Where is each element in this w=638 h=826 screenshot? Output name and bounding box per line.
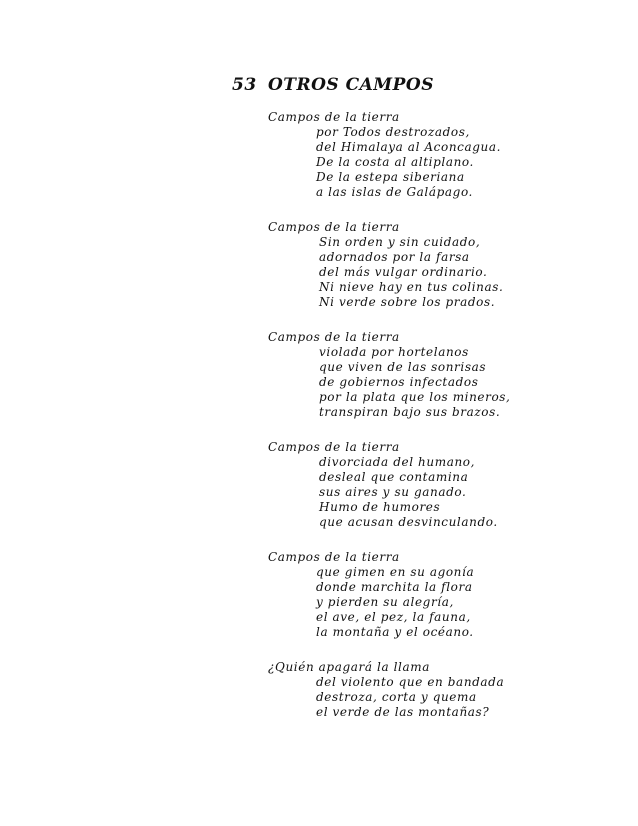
stanza-line: transpiran bajo sus brazos. [319,405,501,419]
stanza-line: Humo de humores [319,500,441,514]
stanza-line: Ni nieve hay en tus colinas. [319,280,504,294]
stanza-line: Campos de la tierra [268,550,400,564]
stanza-line: ¿Quién apagará la llama [268,660,430,674]
stanza-line: el ave, el pez, la fauna, [316,610,471,624]
poem-body [268,110,598,740]
stanza-line: violada por hortelanos [319,345,469,359]
stanza-2 [268,220,598,310]
stanza-line: del más vulgar ordinario. [319,265,488,279]
stanza-line: De la costa al altiplano. [316,155,474,169]
stanza-line: por la plata que los mineros, [319,390,511,404]
stanza-line: que viven de las sonrisas [319,360,487,374]
stanza-line: Sin orden y sin cuidado, [319,235,481,249]
poem-heading [232,75,434,95]
stanza-line: Campos de la tierra [268,330,400,344]
stanza-1 [268,110,598,200]
stanza-line: del violento que en bandada [316,675,505,689]
poem-number: 53 [232,75,257,95]
stanza-line: De la estepa siberiana [316,170,465,184]
stanza-line: destroza, corta y quema [316,690,477,704]
stanza-line: Campos de la tierra [268,110,400,124]
stanza-4 [268,440,598,530]
stanza-line: adornados por la farsa [319,250,470,264]
stanza-line: desleal que contamina [319,470,469,484]
stanza-line: que acusan desvinculando. [319,515,498,529]
stanza-line: sus aires y su ganado. [319,485,467,499]
stanza-line: del Himalaya al Aconcagua. [316,140,502,154]
stanza-line: Ni verde sobre los prados. [319,295,496,309]
stanza-line: el verde de las montañas? [316,705,490,719]
stanza-line: la montaña y el océano. [316,625,474,639]
poem-title: OTROS CAMPOS [268,75,434,95]
stanza-line: por Todos destrozados, [316,125,470,139]
stanza-line: divorciada del humano, [319,455,476,469]
stanza-line: de gobiernos infectados [319,375,479,389]
stanza-6 [268,660,598,720]
stanza-line: Campos de la tierra [268,220,400,234]
stanza-line: y pierden su alegría, [316,595,454,609]
stanza-line: a las islas de Galápago. [316,185,473,199]
stanza-line: donde marchita la flora [316,580,473,594]
stanza-3 [268,330,598,420]
stanza-line: Campos de la tierra [268,440,400,454]
stanza-5 [268,550,598,640]
stanza-line: que gimen en su agonía [316,565,475,579]
